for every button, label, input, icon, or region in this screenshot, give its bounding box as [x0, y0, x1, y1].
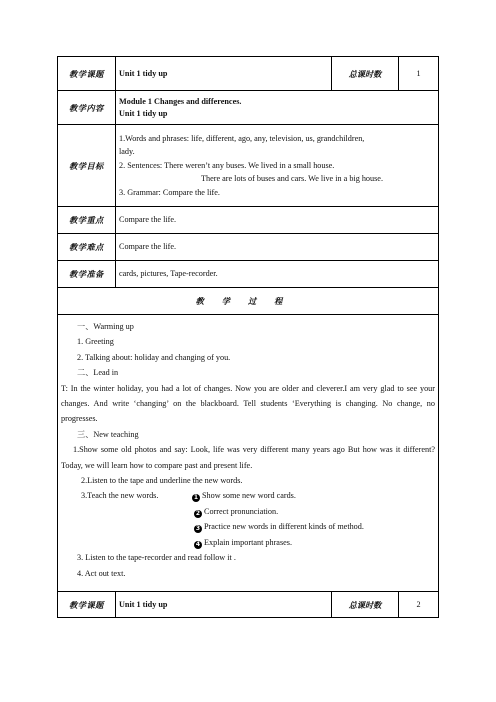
lead-in-text: T: In the winter holiday, you had a lot of changes. Now you are older and cleverer.I am very glad to see your changes. And write ‘changing’ on the blackboard. Tell students ‘Everything is changing. No change, no progresses. [61, 383, 435, 424]
process-heading: 教学过程 [58, 288, 439, 315]
step-item [61, 504, 435, 519]
topic-label: 教学课题 [58, 57, 116, 91]
goals-value [116, 125, 439, 207]
number-1-icon: 1 [193, 494, 199, 502]
difficulty-value: Compare the life. [116, 234, 439, 261]
step-text: Correct pronunciation. [204, 506, 279, 516]
row-topic-next [58, 592, 439, 618]
step-text: Practice new words in different kinds of method. [204, 522, 364, 532]
step-item [186, 488, 296, 503]
step-item [61, 535, 435, 550]
list-item: 4. Act out text. [77, 568, 126, 578]
list-item: 1. Greeting [77, 337, 114, 347]
row-preparation [58, 261, 439, 288]
preparation-value: cards, pictures, Tape-recorder. [116, 261, 439, 288]
goal-line: 1.Words and phrases: life, different, ago, any, television, us, grandchildren, [119, 133, 365, 143]
number-2-icon: 2 [195, 509, 201, 517]
lesson-plan-table [57, 56, 439, 618]
step-item [61, 519, 435, 534]
content-label: 教学内容 [58, 91, 116, 125]
lesson-plan-sheet [57, 56, 438, 618]
row-process [58, 315, 439, 592]
row-content [58, 91, 439, 125]
list-item: 2.Listen to the tape and underline the new words. [81, 476, 243, 486]
key-point-value: Compare the life. [116, 207, 439, 234]
section-warming-up: 一、Warming up [77, 322, 134, 331]
number-4-icon: 4 [195, 540, 201, 548]
section-new-teaching: 三、New teaching [77, 429, 139, 439]
topic-label: 教学课题 [58, 592, 116, 618]
list-item: 2. Talking about: holiday and changing of you. [77, 352, 231, 362]
key-point-label: 教学重点 [58, 207, 116, 234]
preparation-label: 教学准备 [58, 261, 116, 288]
content-line-1: Module 1 Changes and differences. [119, 96, 242, 106]
goal-line: There are lots of buses and cars. We live in a big house. [201, 174, 383, 184]
row-key-point [58, 207, 439, 234]
goal-line: 2. Sentences: There weren’t any buses. We lived in a small house. [119, 160, 335, 170]
section-lead-in: 二、Lead in [77, 368, 119, 378]
row-process-heading [58, 288, 439, 315]
hours-label: 总课时数 [332, 592, 399, 618]
teach-words-row [61, 488, 435, 503]
list-item: 3.Teach the new words. [81, 491, 159, 501]
goal-line: 3. Grammar: Compare the life. [119, 187, 220, 197]
step-text: Show some new word cards. [202, 491, 296, 501]
process-body [58, 315, 439, 592]
list-item: 3. Listen to the tape-recorder and read follow it . [77, 553, 236, 563]
row-topic [58, 57, 439, 91]
row-difficulty [58, 234, 439, 261]
hours-value: 2 [399, 592, 439, 618]
goals-label: 教学目标 [58, 125, 116, 207]
content-value [116, 91, 439, 125]
number-3-icon: 3 [195, 525, 201, 533]
topic-value: Unit 1 tidy up [116, 57, 332, 91]
row-goals [58, 125, 439, 207]
hours-label: 总课时数 [332, 57, 399, 91]
step-text: Explain important phrases. [204, 537, 292, 547]
goal-line: lady. [119, 147, 135, 157]
list-item: 1.Show some old photos and say: Look, life was very different many years ago But how was it different? Today, we will learn how to compare past and present life. [61, 445, 435, 470]
content-line-2: Unit 1 tidy up [119, 108, 168, 118]
difficulty-label: 教学难点 [58, 234, 116, 261]
topic-value: Unit 1 tidy up [116, 592, 332, 618]
hours-value: 1 [399, 57, 439, 91]
